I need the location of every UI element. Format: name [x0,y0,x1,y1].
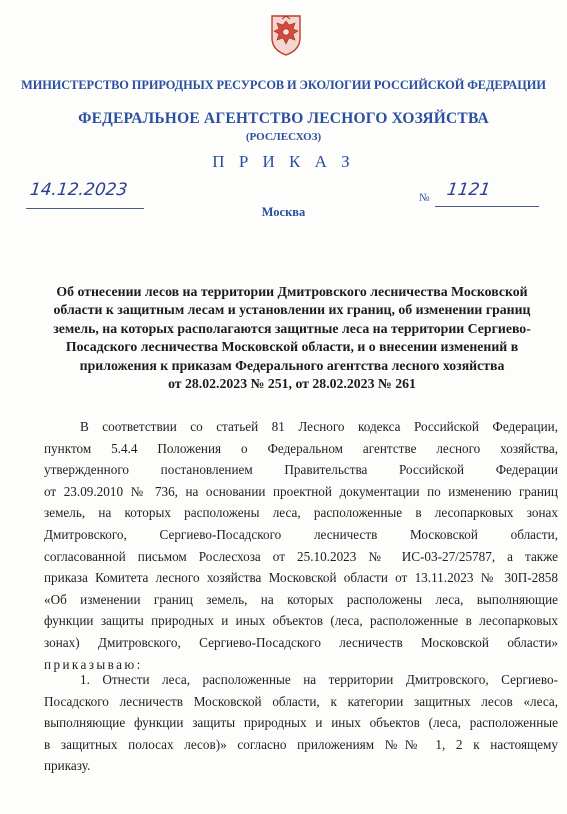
order-subject [28,283,556,393]
body-line: приказа Комитета лесного хозяйства Московской области от 13.11.2023 № 30П-2858 [44,570,558,586]
body-line: функции защиты природных и иных объектов (леса, расположенные в лесопарковых [44,613,558,629]
subject-line: области к защитным лесам и установлении их границ, об изменении границ [53,302,531,318]
subject-line: от 28.02.2023 № 251, от 28.02.2023 № 261 [168,376,416,392]
body-line: 1. Отнести леса, расположенные на территории Дмитровского, Сергиево- [80,672,558,687]
body-line: выполняющие функции защиты природных и иных объектов (леса, расположенные [44,715,558,731]
body-line: от 23.09.2010 № 736, на основании проектной документации по изменению границ [44,483,558,499]
body-line: земель, на которых расположены леса, расположенные в лесопарковых зонах [44,505,558,521]
agency-short-name: (РОСЛЕСХОЗ) [245,131,322,143]
agency-name: ФЕДЕРАЛЬНОЕ АГЕНТСТВО ЛЕСНОГО ХОЗЯЙСТВА [78,110,489,127]
order-number: 1121 [445,180,492,200]
body-line: Посадского лесничеств Московской области, к категории защитных лесов «леса, [44,693,558,709]
body-line: согласованной письмом Рослесхоза от 25.10.2023 № ИС-03-27/25787, а также [44,548,558,564]
russian-coat-of-arms-icon [268,12,304,56]
decree-word: приказываю: [44,656,143,672]
preamble-paragraph [44,416,558,675]
city-name: Москва [261,205,306,219]
subject-line: Посадского лесничества Московской области, и о внесении изменений в [65,339,519,355]
point-one-paragraph [44,669,558,777]
body-line: Дмитровского, Сергиево-Посадского лесничеств Московской области, [44,526,558,542]
subject-line: земель, на которых располагаются защитные леса на территории Сергиево- [53,320,531,336]
subject-line: приложения к приказам Федерального агентства лесного хозяйства [79,357,505,373]
number-sign: № [419,192,430,204]
body-line: зонах) Дмитровского, Сергиево-Посадского лесничеств Московской области» [44,634,558,650]
body-line: утвержденного постановлением Правительства Российской Федерации [44,462,558,478]
body-line: пунктом 5.4.4 Положения о Федеральном агентстве лесного хозяйства, [44,440,558,456]
order-date: 14.12.2023 [28,180,129,200]
body-line: «Об изменении границ земель, на которых расположены леса, выполняющие [44,591,558,607]
body-line: приказу. [44,758,91,774]
body-line: в защитных полосах лесов)» согласно приложениям №№ 1, 2 к настоящему [44,736,558,752]
subject-line: Об отнесении лесов на территории Дмитровского лесничества Московской [56,284,528,299]
ministry-name: МИНИСТЕРСТВО ПРИРОДНЫХ РЕСУРСОВ И ЭКОЛОГИИ РОССИЙСКОЙ ФЕДЕРАЦИИ [21,78,546,92]
order-title: П Р И К А З [212,152,355,171]
body-line: В соответствии со статьей 81 Лесного кодекса Российской Федерации, [80,419,558,434]
